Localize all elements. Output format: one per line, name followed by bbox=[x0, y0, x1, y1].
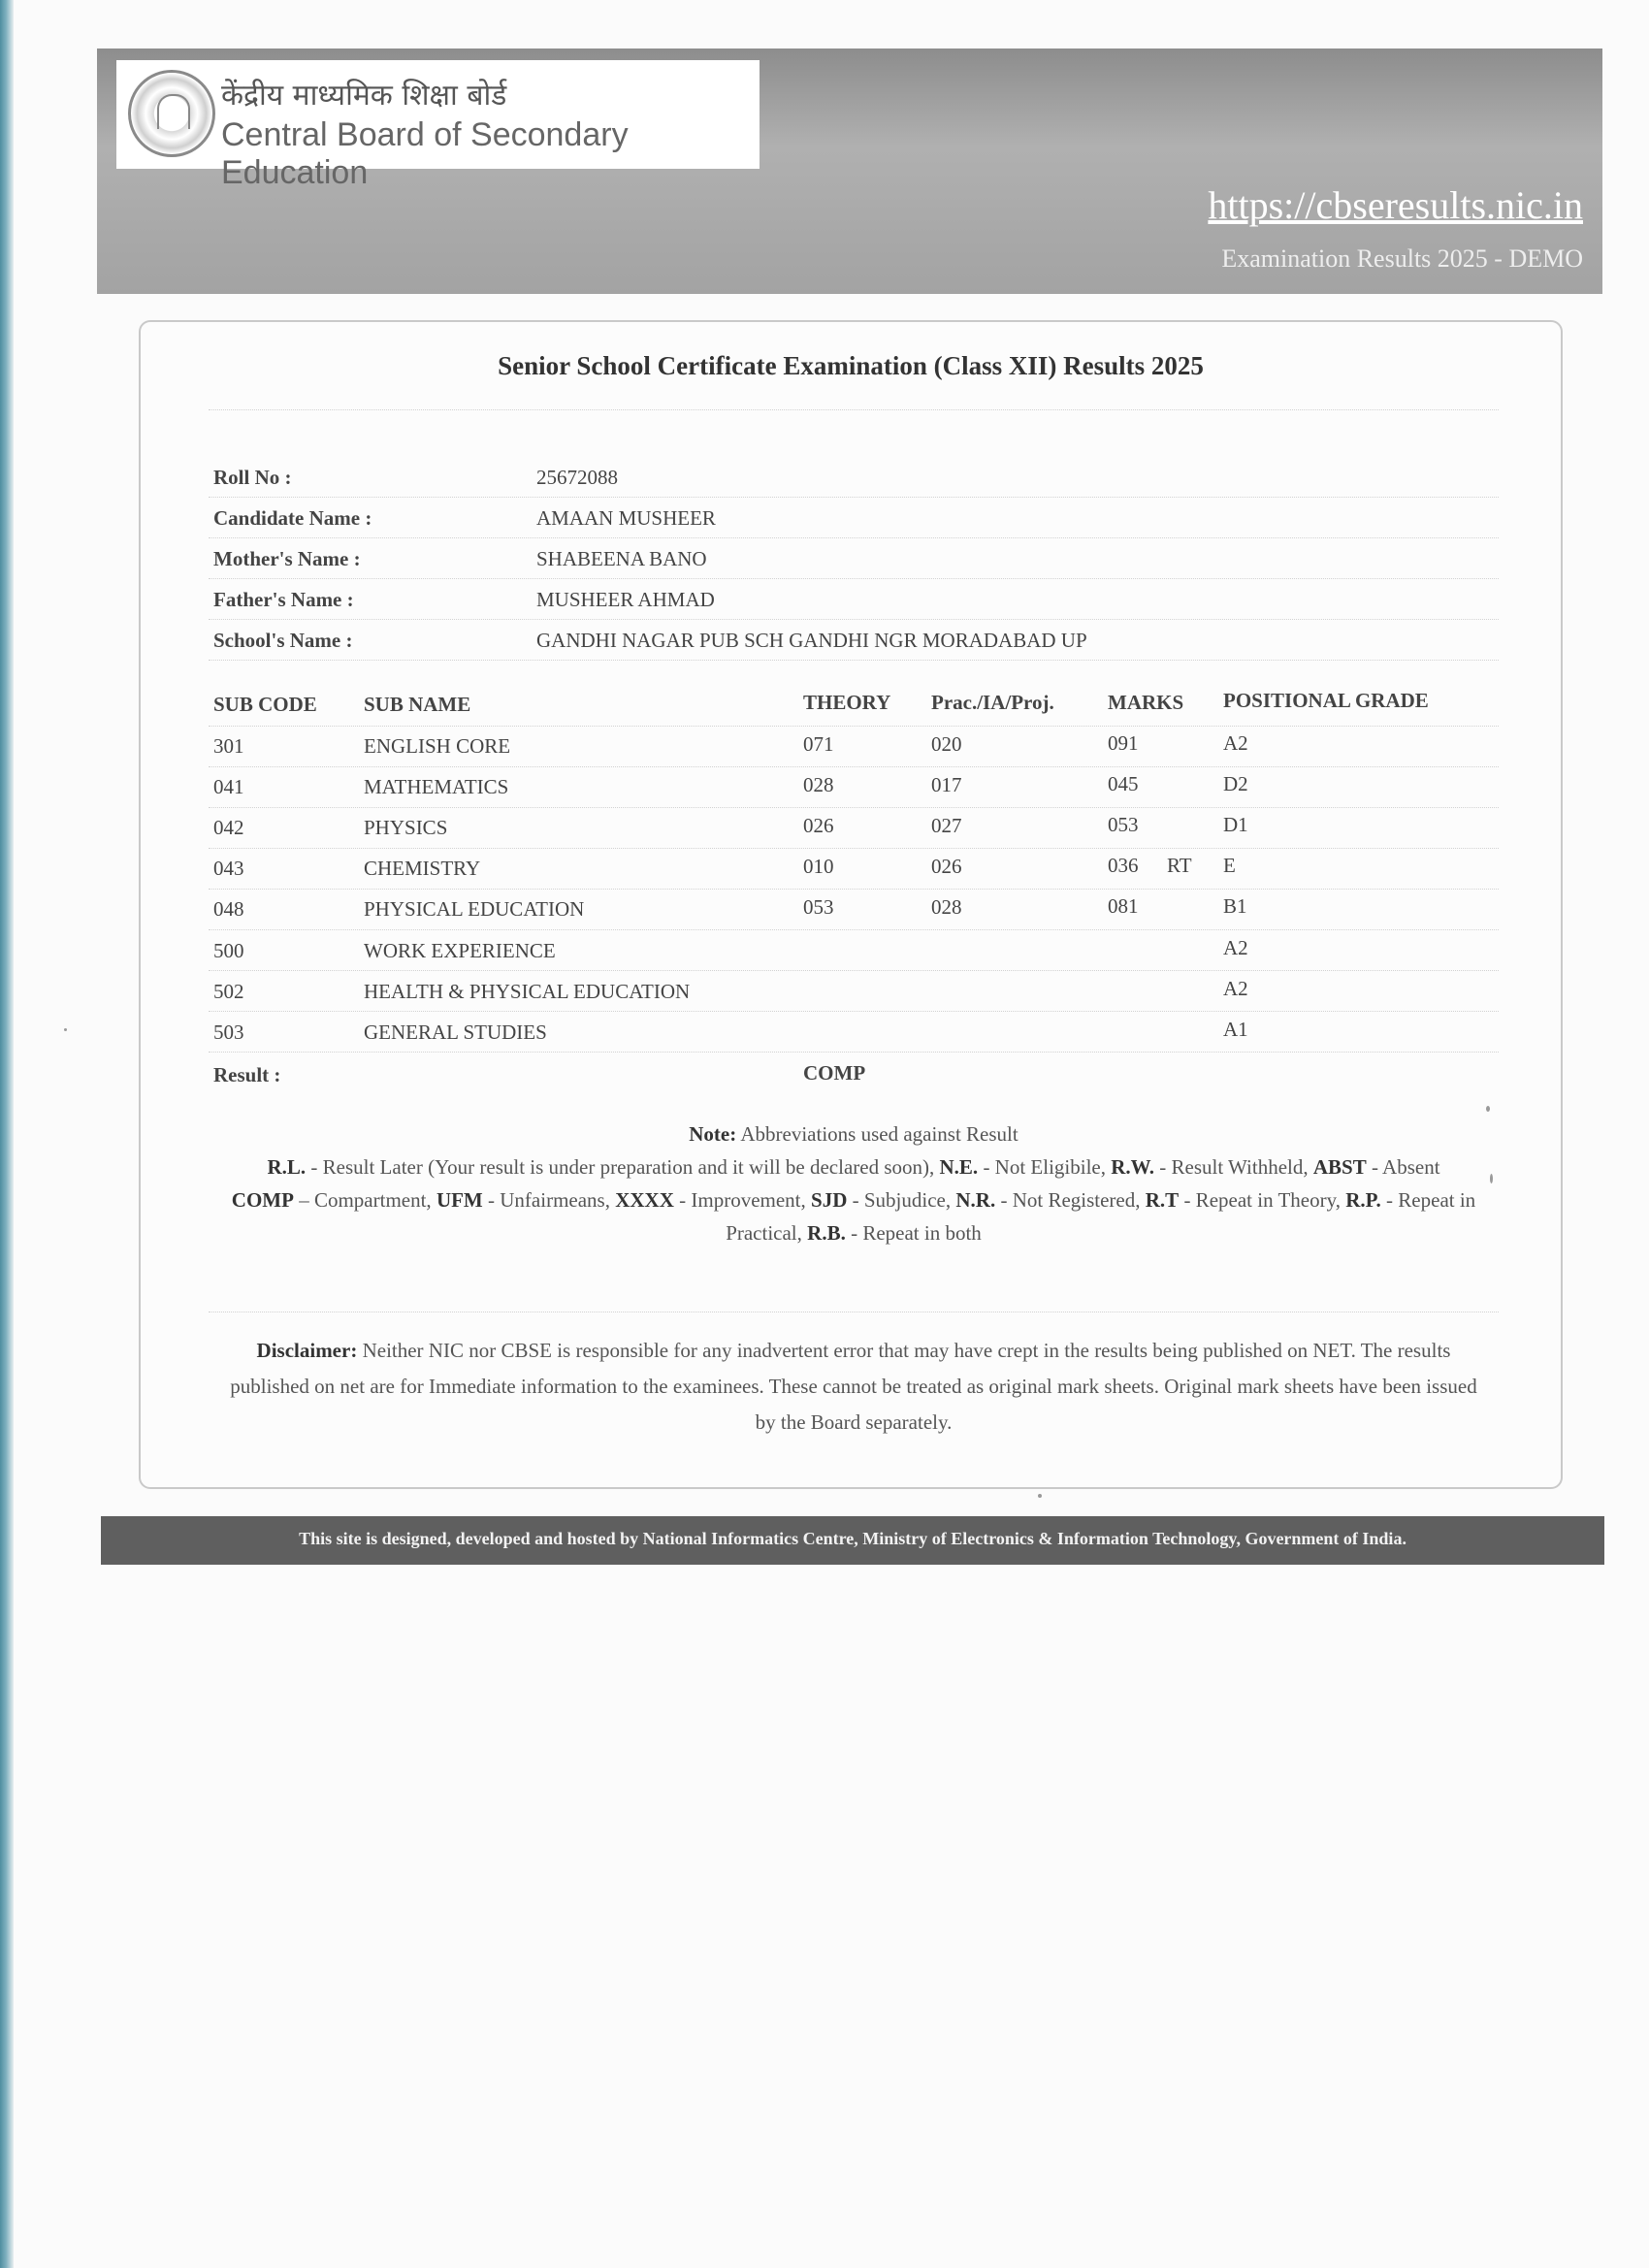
row-sub-code: 502 bbox=[213, 980, 244, 1003]
row-sub-code: 048 bbox=[213, 897, 244, 921]
row-marks: 053 bbox=[1108, 813, 1139, 836]
mother-name-label: Mother's Name : bbox=[213, 547, 361, 570]
row-sub-code: 042 bbox=[213, 816, 244, 839]
father-name-value: MUSHEER AHMAD bbox=[536, 588, 715, 611]
abbr-desc: - Repeat in Theory, bbox=[1183, 1188, 1341, 1212]
school-name-value: GANDHI NAGAR PUB SCH GANDHI NGR MORADABAD UP bbox=[536, 629, 1087, 652]
row-grade: A2 bbox=[1223, 977, 1248, 1000]
scan-speck bbox=[64, 1028, 67, 1031]
row-marks: 091 bbox=[1108, 731, 1139, 755]
row-sub-name: CHEMISTRY bbox=[364, 857, 481, 880]
row-sub-code: 500 bbox=[213, 939, 244, 962]
header-prac: Prac./IA/Proj. bbox=[931, 691, 1054, 714]
candidate-name-value: AMAAN MUSHEER bbox=[536, 506, 716, 530]
divider bbox=[209, 1011, 1499, 1013]
abbr-desc: - Not Eligibile, bbox=[983, 1155, 1107, 1179]
row-grade: D2 bbox=[1223, 772, 1248, 795]
roll-no-value: 25672088 bbox=[536, 466, 618, 489]
row-grade: D1 bbox=[1223, 813, 1248, 836]
abbr-desc: - Unfairmeans, bbox=[488, 1188, 610, 1212]
abbr: R.T bbox=[1145, 1188, 1180, 1212]
candidate-name-label: Candidate Name : bbox=[213, 506, 372, 530]
row-prac: 026 bbox=[931, 855, 962, 878]
row-sub-name: HEALTH & PHYSICAL EDUCATION bbox=[364, 980, 691, 1003]
abbr: SJD bbox=[811, 1188, 848, 1212]
divider bbox=[209, 578, 1499, 580]
board-name-english: Central Board of Secondary Education bbox=[221, 116, 629, 191]
divider bbox=[209, 1052, 1499, 1053]
divider bbox=[209, 726, 1499, 728]
abbr: UFM bbox=[436, 1188, 483, 1212]
header-subtitle: Examination Results 2025 - DEMO bbox=[1221, 244, 1583, 273]
abbr: R.L. bbox=[267, 1155, 307, 1179]
cbse-logo-box bbox=[116, 60, 760, 191]
divider bbox=[209, 409, 1499, 411]
cbse-seal-icon bbox=[128, 70, 215, 157]
father-name-label: Father's Name : bbox=[213, 588, 354, 611]
disclaimer-block bbox=[228, 1333, 1479, 1441]
abbr: R.W. bbox=[1111, 1155, 1155, 1179]
roll-no-label: Roll No : bbox=[213, 466, 292, 489]
row-sub-code: 301 bbox=[213, 734, 244, 758]
row-sub-code: 041 bbox=[213, 775, 244, 798]
abbr-desc: - Result Later (Your result is under preparation and it will be declared soon), bbox=[310, 1155, 935, 1179]
row-prac: 017 bbox=[931, 773, 962, 796]
abbr-desc: - Subjudice, bbox=[852, 1188, 952, 1212]
footer-bar bbox=[101, 1516, 1604, 1565]
divider bbox=[209, 807, 1499, 809]
exam-title: Senior School Certificate Examination (Class XII) Results 2025 bbox=[498, 351, 1204, 380]
disclaimer-label: Disclaimer: bbox=[256, 1339, 358, 1362]
row-prac: 020 bbox=[931, 732, 962, 756]
row-sub-name: PHYSICS bbox=[364, 816, 448, 839]
row-grade: B1 bbox=[1223, 894, 1247, 918]
header-marks: MARKS bbox=[1108, 691, 1184, 714]
abbr-desc: - Not Registered, bbox=[1000, 1188, 1141, 1212]
row-flag: RT bbox=[1167, 854, 1192, 877]
row-theory: 028 bbox=[803, 773, 834, 796]
result-value: COMP bbox=[803, 1061, 866, 1085]
row-prac: 028 bbox=[931, 895, 962, 919]
site-url-link[interactable]: https://cbseresults.nic.in bbox=[1208, 183, 1583, 227]
row-theory: 010 bbox=[803, 855, 834, 878]
scan-speck bbox=[1490, 1174, 1493, 1183]
disclaimer-text: Neither NIC nor CBSE is responsible for any inadvertent error that may have crept in the results being published on NET. The results published on net are for Immediate information to the examinees. These cannot be treated as original mark sheets. Original mark sheets have been issued by the Board separately. bbox=[230, 1339, 1477, 1434]
divider bbox=[209, 889, 1499, 891]
result-label: Result : bbox=[213, 1063, 281, 1086]
note-heading bbox=[228, 1118, 1479, 1150]
board-name-hindi: केंद्रीय माध्यमिक शिक्षा बोर्ड bbox=[221, 79, 507, 113]
row-sub-code: 043 bbox=[213, 857, 244, 880]
abbr-desc: - Repeat in Practical, bbox=[726, 1188, 1476, 1245]
scan-speck bbox=[1038, 1494, 1042, 1498]
abbr: R.B. bbox=[807, 1221, 846, 1245]
abbr: COMP bbox=[231, 1188, 294, 1212]
row-marks: 045 bbox=[1108, 772, 1139, 795]
abbr: N.R. bbox=[955, 1188, 996, 1212]
row-sub-name: GENERAL STUDIES bbox=[364, 1021, 547, 1044]
divider bbox=[209, 766, 1499, 768]
abbr-desc: - Improvement, bbox=[679, 1188, 806, 1212]
header-theory: THEORY bbox=[803, 691, 891, 714]
note-abbreviations bbox=[228, 1183, 1479, 1249]
row-prac: 027 bbox=[931, 814, 962, 837]
note-title: Note: bbox=[689, 1122, 737, 1146]
divider bbox=[209, 1312, 1499, 1313]
row-marks: 081 bbox=[1108, 894, 1139, 918]
abbr: XXXX bbox=[615, 1188, 674, 1212]
row-sub-name: MATHEMATICS bbox=[364, 775, 509, 798]
divider bbox=[209, 537, 1499, 539]
row-theory: 026 bbox=[803, 814, 834, 837]
row-sub-code: 503 bbox=[213, 1021, 244, 1044]
divider bbox=[209, 660, 1499, 662]
abbr-desc: - Absent bbox=[1371, 1155, 1440, 1179]
row-grade: A2 bbox=[1223, 936, 1248, 959]
row-sub-name: ENGLISH CORE bbox=[364, 734, 511, 758]
row-grade: A1 bbox=[1223, 1018, 1248, 1041]
scan-edge bbox=[0, 0, 14, 2268]
row-sub-name: WORK EXPERIENCE bbox=[364, 939, 556, 962]
divider bbox=[209, 848, 1499, 850]
row-theory: 053 bbox=[803, 895, 834, 919]
result-card bbox=[139, 320, 1563, 1489]
header-sub-code: SUB CODE bbox=[213, 693, 317, 716]
mother-name-value: SHABEENA BANO bbox=[536, 547, 707, 570]
header-sub-name: SUB NAME bbox=[364, 693, 471, 716]
footer-text: This site is designed, developed and hosted by National Informatics Centre, Ministry of Electronics & Information Technology, Government of India. bbox=[299, 1529, 1406, 1548]
abbr-desc: - Repeat in both bbox=[851, 1221, 982, 1245]
row-marks: 036 bbox=[1108, 854, 1139, 877]
divider bbox=[209, 619, 1499, 621]
abbr-desc: - Result Withheld, bbox=[1159, 1155, 1309, 1179]
header-banner bbox=[97, 49, 1602, 294]
school-name-label: School's Name : bbox=[213, 629, 353, 652]
scan-speck bbox=[1486, 1106, 1490, 1112]
row-grade: E bbox=[1223, 854, 1236, 877]
abbr-desc: – Compartment, bbox=[299, 1188, 432, 1212]
row-theory: 071 bbox=[803, 732, 834, 756]
row-grade: A2 bbox=[1223, 731, 1248, 755]
note-title-rest: Abbreviations used against Result bbox=[740, 1122, 1018, 1146]
abbr: R.P. bbox=[1345, 1188, 1381, 1212]
row-sub-name: PHYSICAL EDUCATION bbox=[364, 897, 585, 921]
header-positional-grade: POSITIONAL GRADE bbox=[1223, 689, 1429, 712]
divider bbox=[209, 929, 1499, 931]
divider bbox=[209, 970, 1499, 972]
divider bbox=[209, 497, 1499, 499]
note-block bbox=[228, 1118, 1479, 1249]
note-abbreviations bbox=[228, 1150, 1479, 1183]
abbr: ABST bbox=[1312, 1155, 1367, 1179]
abbr: N.E. bbox=[939, 1155, 979, 1179]
